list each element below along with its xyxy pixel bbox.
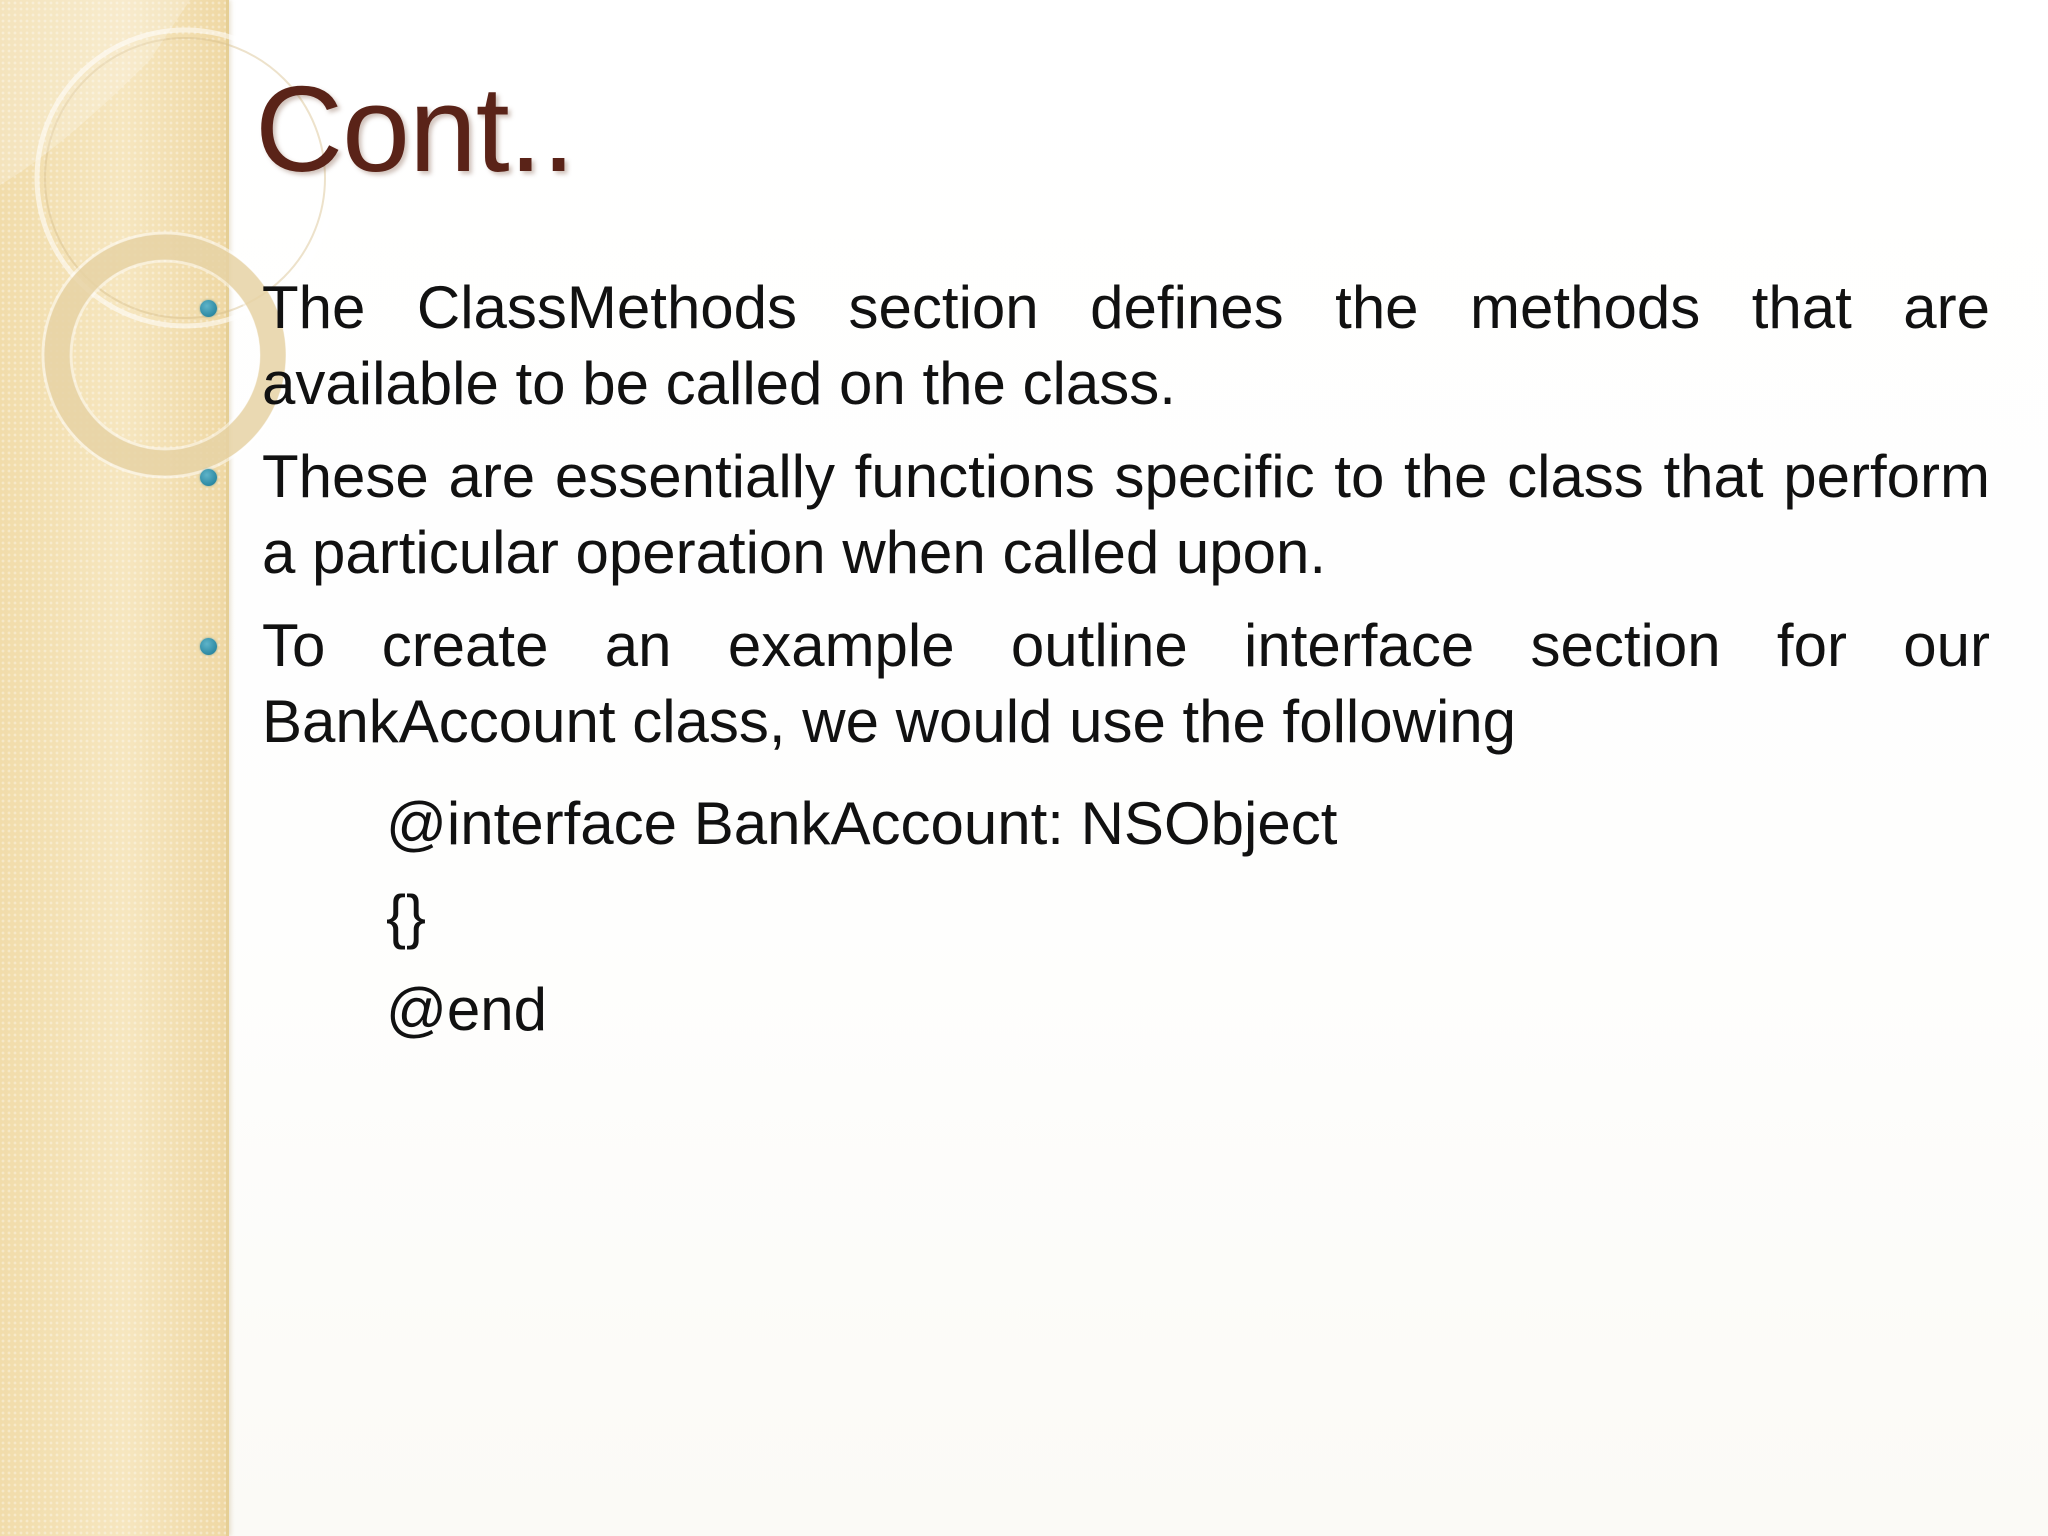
code-snippet	[386, 777, 1990, 1056]
code-line: @interface BankAccount: NSObject	[386, 790, 1338, 857]
bullet-marker-icon	[200, 469, 217, 486]
slide-title: Cont..	[255, 61, 575, 197]
bullet-text: The ClassMethods section defines the methods that are available to be called on the class.	[262, 274, 1990, 417]
decorative-side-band	[0, 0, 229, 1536]
bullet-marker-icon	[200, 300, 217, 317]
bullet-marker-icon	[200, 638, 217, 655]
slide-content	[200, 270, 1990, 1056]
code-line: {}	[386, 883, 427, 950]
bullet-text: These are essentially functions specific to the class that perform a particular operation when called upon.	[262, 443, 1990, 586]
bullet-text: To create an example outline interface section for our BankAccount class, we would use the following	[262, 612, 1990, 755]
bullet-item	[200, 270, 1990, 422]
code-line: @end	[386, 976, 548, 1043]
bullet-item	[200, 608, 1990, 760]
bullet-item	[200, 439, 1990, 591]
